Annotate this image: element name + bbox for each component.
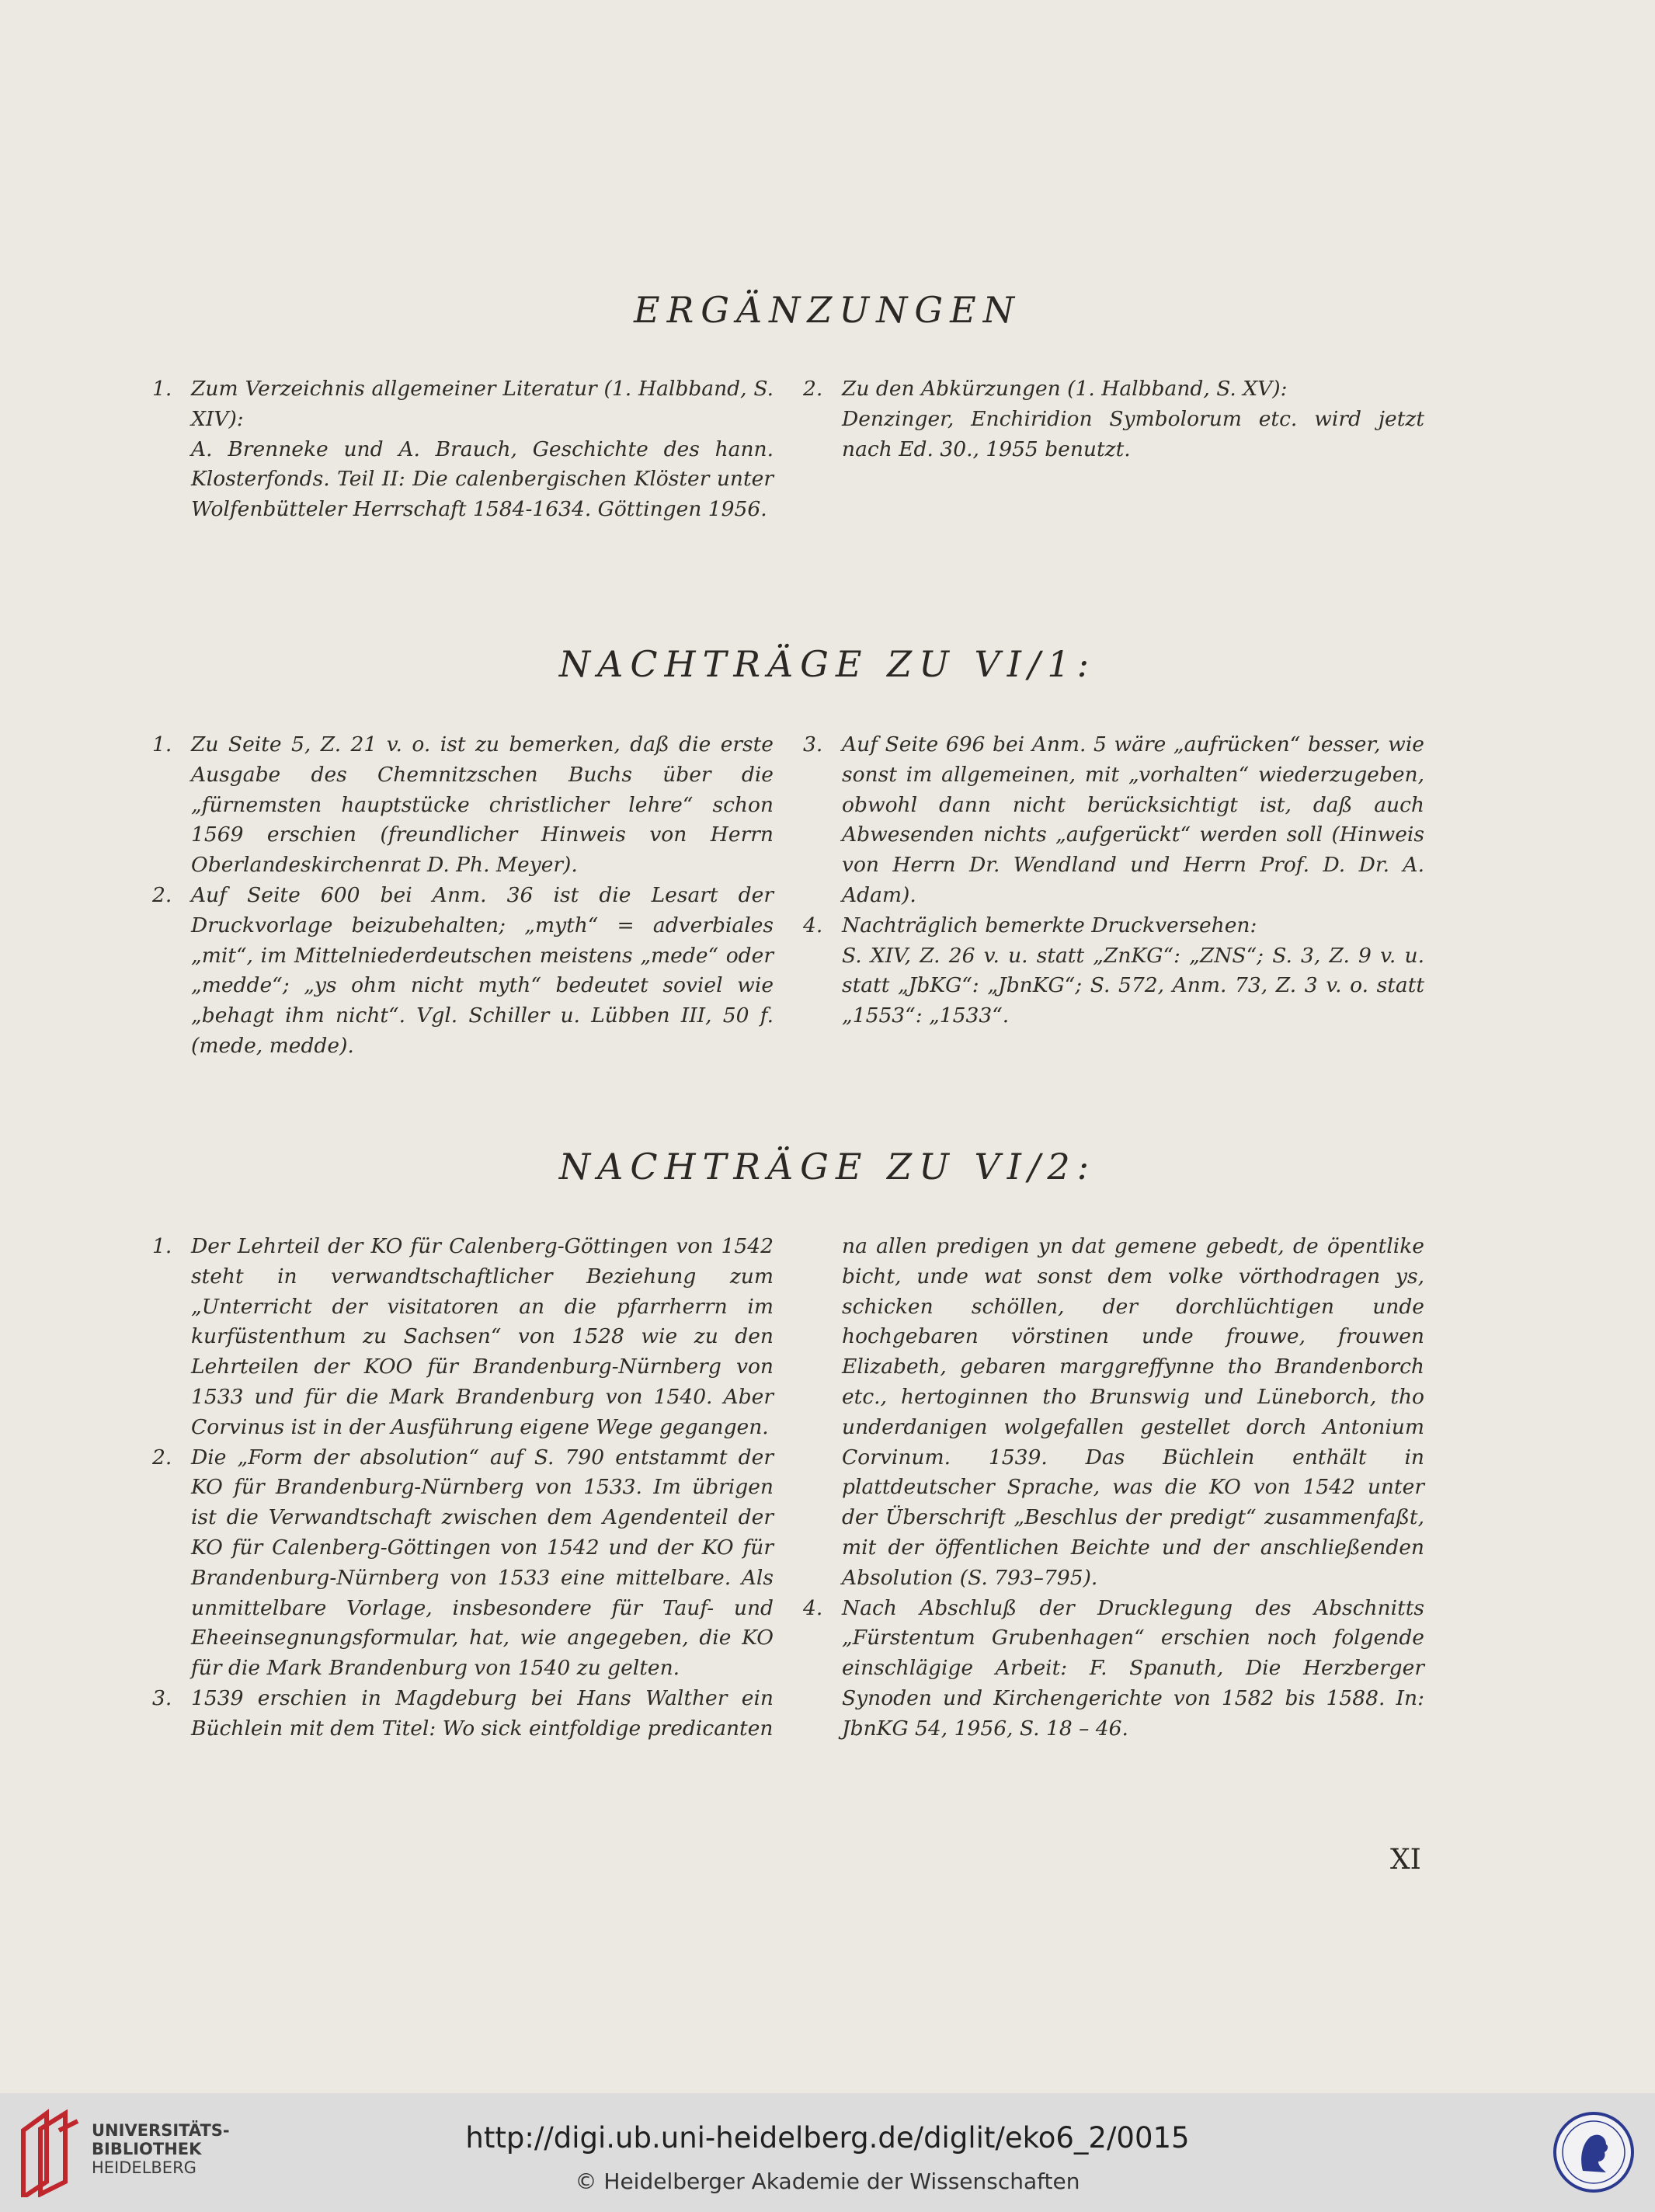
list-item [803, 374, 1424, 464]
permalink-url[interactable]: http://digi.ub.uni-heidelberg.de/diglit/eko6_2/0015 [465, 2121, 1190, 2155]
item-text: Nachträglich bemerkte Druckversehen: [842, 913, 1257, 937]
item-number: 1. [152, 732, 172, 756]
list-item [152, 374, 774, 525]
item-number: 4. [803, 913, 823, 937]
item-number: 1. [152, 1234, 172, 1258]
heading-nachtraege-vi-1: NACHTRÄGE ZU VI/1: [558, 643, 1097, 685]
item-number: 2. [803, 377, 823, 401]
logo-line-2: BIBLIOTHEK [92, 2140, 202, 2158]
item-text: Zum Verzeichnis allgemeiner Literatur (1. Halbband, S. XIV): [191, 377, 774, 431]
list-item [803, 911, 1424, 1031]
nachtraege2-left-column [152, 1232, 774, 1744]
nachtraege1-left-column [152, 730, 774, 1062]
nachtraege1-right-column [803, 730, 1424, 1031]
item-number: 2. [152, 882, 172, 907]
page-number: XI [1390, 1844, 1421, 1876]
nachtraege2-right-column [803, 1232, 1424, 1744]
item-text: Auf Seite 600 bei Anm. 36 ist die Lesart der Druckvorlage beizubehalten; „myth“ = adverbiales „mit“, im Mittelniederdeutschen meistens „mede“ oder „medde“; „ys ohm nicht myth“ bedeutet soviel wie „behagt ihm nicht“. Vgl. Schiller u. Lübben III, 50 f. (mede, medde). [191, 882, 774, 1058]
item-text: S. XIV, Z. 26 v. u. statt „ZnKG“: „ZNS“; S. 3, Z. 9 v. u. statt „JbKG“: „JbnKG“; S. 572, Anm. 73, Z. 3 v. o. statt „1553“: „1533“. [842, 943, 1424, 1028]
item-text: Zu Seite 5, Z. 21 v. o. ist zu bemerken, daß die erste Ausgabe des Chemnitzschen Buchs über die „fürnemsten hauptstücke christlicher lehre“ schon 1569 erschien (freundlicher Hinweis von Herrn Oberlandeskirchenrat D. Ph. Meyer). [191, 732, 774, 878]
list-item [803, 1594, 1424, 1744]
item-number: 1. [152, 377, 172, 401]
item-text: Denzinger, Enchiridion Symbolorum etc. wird jetzt nach Ed. 30., 1955 benutzt. [842, 406, 1424, 461]
item-number: 4. [803, 1595, 823, 1620]
heading-nachtraege-vi-2: NACHTRÄGE ZU VI/2: [558, 1146, 1097, 1188]
logo-line-3: HEIDELBERG [92, 2158, 196, 2177]
list-item [152, 1684, 774, 1744]
item-text: 1539 erschien in Magdeburg bei Hans Walther ein Büchlein mit dem Titel: Wo sick eintfoldige predicanten [191, 1685, 774, 1741]
list-item [803, 730, 1424, 911]
heading-ergaenzungen: ERGÄNZUNGEN [634, 289, 1021, 331]
ergaenzungen-right-column [803, 374, 1424, 464]
item-number: 3. [803, 732, 823, 756]
list-item [152, 730, 774, 881]
logo-line-1: UNIVERSITÄTS- [92, 2121, 230, 2140]
academy-seal-icon[interactable] [1552, 2110, 1636, 2194]
item-text: Zu den Abkürzungen (1. Halbband, S. XV): [842, 377, 1288, 401]
viewer-footer-bar [0, 2093, 1655, 2212]
item-text: Nach Abschluß der Drucklegung des Abschnitts „Fürstentum Grubenhagen“ erschien noch folgende einschlägige Arbeit: F. Spanuth, Die Herzberger Synoden und Kirchengerichte von 1582 bis 1588. In: JbnKG 54, 1956, S. 18 – 46. [842, 1595, 1424, 1741]
item-text: Der Lehrteil der KO für Calenberg-Göttingen von 1542 steht in verwandtschaftlicher Beziehung zum „Unterricht der visitatoren an die pfarrherrn im kurfüstenthum zu Sachsen“ von 1528 wie zu den Lehrteilen der KOO für Brandenburg-Nürnberg von 1533 und für die Mark Brandenburg von 1540. Aber Corvinus ist in der Ausführung eigene Wege gegangen. [191, 1234, 774, 1439]
item-number: 3. [152, 1685, 172, 1710]
item-text: Auf Seite 696 bei Anm. 5 wäre „aufrücken“ besser, wie sonst im allgemeinen, mit „vorhalten“ wiederzugeben, obwohl dann nicht berücksichtigt ist, daß auch Abwesenden nichts „aufgerückt“ werden soll (Hinweis von Herrn Dr. Wendland und Herrn Prof. D. Dr. A. Adam). [842, 732, 1424, 907]
item-text: A. Brenneke und A. Brauch, Geschichte des hann. Klosterfonds. Teil II: Die calenbergischen Klöster unter Wolfenbütteler Herrschaft 1584-1634. Göttingen 1956. [191, 436, 774, 522]
list-item [152, 1443, 774, 1684]
copyright-notice: © Heidelberger Akademie der Wissenschaften [575, 2169, 1080, 2194]
ergaenzungen-left-column [152, 374, 774, 525]
item-number: 2. [152, 1445, 172, 1469]
list-item [803, 1232, 1424, 1594]
list-item [152, 881, 774, 1062]
item-text: na allen predigen yn dat gemene gebedt, de öpentlike bicht, unde wat sonst dem volke vörthodragen ys, schicken schöllen, der dorchlüchtigen unde hochgebaren vörstinen unde frouwe, frouwen Elizabeth, gebaren marggreffynne tho Brandenborch etc., hertoginnen tho Brunswig und Lüneborch, tho underdanigen wolgefallen gestellet dorch Antonium Corvinum. 1539. Das Büchlein enthält in plattdeutscher Sprache, was die KO von 1542 unter der Überschrift „Beschlus der predigt“ zusammenfaßt, mit der öffentlichen Beichte und der anschließenden Absolution (S. 793–795). [842, 1234, 1424, 1590]
list-item [152, 1232, 774, 1443]
item-text: Die „Form der absolution“ auf S. 790 entstammt der KO für Brandenburg-Nürnberg von 1533. Im übrigen ist die Verwandtschaft zwischen dem Agendenteil der KO für Calenberg-Göttingen von 1542 und der KO für Brandenburg-Nürnberg von 1533 eine mittelbare. Als unmittelbare Vorlage, insbesondere für Tauf- und Eheeinsegnungsformular, hat, wie angegeben, die KO für die Mark Brandenburg von 1540 zu gelten. [191, 1445, 774, 1681]
